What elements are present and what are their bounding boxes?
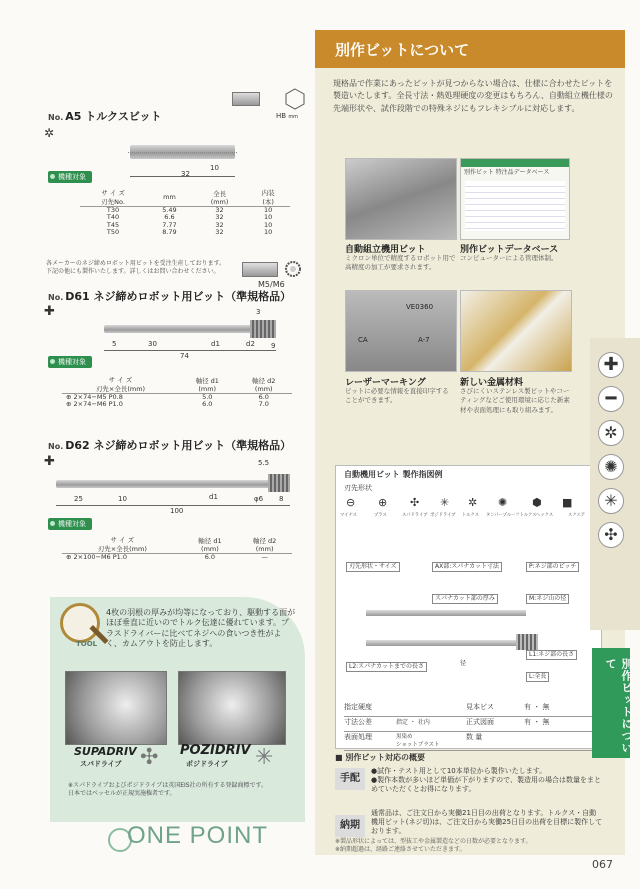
plus-icon: ✚ (598, 352, 624, 378)
tehai-label: 手配 (335, 768, 365, 790)
a5-cell: 10 (264, 206, 273, 214)
page-number: 067 (592, 858, 613, 871)
a5-cell: 6.6 (164, 213, 175, 222)
tehai-line: ●製作本数が多いほど単価が下がりますので、製造用の場合は数量をまとめていただくとお得になります。 (371, 776, 601, 794)
d62-no: No. (48, 442, 64, 451)
database-heading: 別作ビットデータベース (460, 245, 559, 255)
tool-label: TOOL (76, 640, 98, 648)
d61-bit-drawing (104, 325, 254, 333)
laser-mark-1: VE0360 (406, 303, 434, 311)
form-row (344, 732, 594, 751)
diagram-bit-lower (366, 640, 516, 646)
d61-dim-d2: d2 (246, 340, 255, 348)
form-label-qty: 数 量 (466, 733, 483, 741)
form-label-sample: 見本ビス (466, 703, 494, 711)
d62-dim-line (56, 505, 290, 506)
a5-cell: 32 (215, 228, 224, 237)
new-material-text: さびにくいステンレス製ビットやコーティングなどご使用環境に応じた新素材や表面処理にも取り組みます。 (460, 387, 570, 414)
a5-cell: T30 (106, 206, 120, 214)
d62-bit-drawing (56, 480, 271, 488)
d61-size-value: 2×74−M6 P1.0 (73, 400, 123, 409)
form-value-hardness (396, 702, 466, 716)
a5-hb-label (276, 112, 298, 121)
d61-cell: 6.0 (202, 400, 213, 409)
shape-name: タンパープルーフトルクス (486, 513, 537, 518)
d61-dim-3: 3 (256, 308, 261, 316)
a5-cell: T40 (106, 213, 120, 222)
d62-dim-10: 10 (118, 495, 127, 503)
a5-col-length: 全長 (mm) (193, 188, 247, 207)
a5-cell: 5.49 (162, 206, 177, 214)
supadriv-photo (65, 671, 167, 745)
laser-marking-photo (345, 290, 457, 372)
callout-thread-dia: M:ネジ山の径 (526, 594, 569, 604)
custom-bit-heading: 別作ビットについて (335, 41, 470, 59)
d62-col-d1: 軸径 d1 (mm) (183, 535, 238, 554)
a5-cell: 32 (215, 213, 224, 222)
d61-heading (48, 288, 291, 304)
square-icon: ■ (562, 496, 573, 509)
auto-assembly-bit-photo (345, 158, 457, 240)
d62-badge: 機種対象 (48, 518, 92, 530)
a5-cell: 8.79 (162, 228, 177, 237)
d61-cell: 6.0 (258, 393, 269, 401)
d62-dim-100: 100 (170, 507, 184, 515)
d61-cell: 7.0 (258, 400, 269, 409)
shape-name: スパドライブ (402, 513, 428, 518)
a5-cell: 32 (215, 220, 224, 229)
m5m6-bit-drawing (242, 262, 278, 277)
plus-icon: ⊕ (378, 496, 388, 509)
supadriv-icon: ✣ (598, 522, 624, 548)
d62-size-value: 2×100−M6 P1.0 (73, 553, 128, 561)
d61-cell: ⊕ 2×74−M6 P1.0 (66, 400, 123, 409)
d62-code: D62 (65, 439, 90, 452)
summary-footnotes: ※製品形状によっては、型抜工や金属製造などの日数が必要となります。 ※納期超過は、経路ご連絡させていただきます。 (335, 838, 532, 853)
d61-spec-table (62, 375, 292, 409)
laser-mark-3: A-7 (418, 336, 430, 344)
d61-col-d1: 軸径 d1 (mm) (179, 375, 235, 394)
pozidriv-jp: ポジドライブ (186, 760, 228, 768)
supadriv-recess-icon: ✣ (140, 745, 159, 770)
d62-heading (48, 437, 291, 453)
form-value-drawing: 有 ・ 無 (524, 718, 550, 726)
m5m6-label: M5/M6 (258, 280, 285, 289)
d61-badge: 機種対象 (48, 356, 92, 368)
laser-mark-2: CA (358, 336, 368, 344)
d62-cell: ⊕ 2×100−M6 P1.0 (66, 553, 128, 561)
table-row (62, 401, 292, 408)
auto-assembly-bit-heading: 自動組立機用ビット (345, 245, 426, 255)
d61-dim-74: 74 (180, 352, 189, 360)
pozidriv-icon: ✳ (598, 488, 624, 514)
d61-thread-drawing (250, 320, 276, 338)
tamperproof-torx-icon: ✺ (498, 496, 508, 509)
pozidriv-photo (178, 671, 286, 745)
d61-size-value: 2×74−M5 P0.8 (73, 393, 123, 401)
d61-dim-9: 9 (271, 342, 276, 350)
callout-diameter: 径 (460, 660, 467, 667)
blade-shape-label: 刃先形状 (344, 484, 372, 492)
d61-dim-5: 5 (112, 340, 117, 348)
d61-dim-line (104, 350, 276, 351)
callout-spanner: AX部:スパナカット寸法 (432, 562, 502, 572)
d62-dim-25: 25 (74, 495, 83, 503)
a5-col-mm: mm (146, 188, 193, 207)
form-row (344, 717, 594, 732)
d62-dim-8: 8 (279, 495, 284, 503)
a5-cell: 10 (264, 220, 273, 229)
callout-l2: L2:スパナカットまでの長さ (346, 662, 427, 672)
form-label-hardness: 指定硬度 (344, 703, 372, 711)
d61-col-d2: 軸径 d2 (mm) (235, 375, 292, 394)
laser-marking-heading: レーザーマーキング (345, 378, 426, 388)
d62-col-size: サ イ ズ 刃先×全長(mm) (62, 535, 183, 554)
form-value-surface: 黒染め ショットブラスト (396, 734, 440, 748)
tehai-text (371, 767, 603, 794)
a5-cell: T45 (106, 220, 120, 229)
a5-hb: HB (276, 112, 287, 120)
form-row (344, 702, 594, 717)
callout-blade: 刃先形状・サイズ (346, 562, 400, 572)
d61-dim-30: 30 (148, 340, 157, 348)
torx-icon: ✲ (468, 496, 478, 509)
blade-shape-names (338, 512, 600, 524)
a5-dim-32: 32 (181, 170, 190, 178)
callout-pitch: P:ネジ部のピッチ (526, 562, 579, 572)
nouki-text: 通常品は、ご注文日から実働21日目の出荷となります。トルクス・自動機用ビット(ネジ切)は、ご注文日から実働25日目の出荷を目標に製作しております。 (371, 809, 603, 836)
diagram-thread (516, 634, 538, 650)
shape-name: ポジドライブ (430, 513, 456, 518)
shape-name: プラス (374, 513, 387, 518)
shape-icon-column (590, 338, 640, 630)
side-tab (592, 648, 633, 758)
phillips-icon: ✚ (44, 454, 55, 469)
torx-icon: ✲ (44, 126, 55, 140)
onepoint-text: 4枚の羽根の厚みが均等になっており、駆動する面がほぼ垂直に近いのでトルク伝達に優れています。プラスドライバーに比べてネジへの食いつき性がよく、カムアウトを防止します。 (106, 608, 296, 649)
a5-cell: T50 (106, 228, 120, 237)
database-screenshot (460, 158, 570, 240)
minus-icon: ⊖ (346, 496, 356, 509)
pozidriv-logo: POZIDRIV (180, 743, 251, 758)
table-row (80, 229, 290, 236)
a5-badge: 機種対象 (48, 171, 92, 183)
thread-section-icon (284, 260, 302, 278)
d61-name: ネジ締めロボット用ビット（準規格品） (93, 290, 292, 303)
diagram-title: 自動機用ビット 製作指図例 (344, 470, 443, 479)
a5-hb-unit: mm (288, 114, 299, 120)
database-rows (465, 181, 565, 231)
database-title: 別作ビット 特注品データベース (464, 169, 550, 176)
side-tab-label: 別作ビットについて (604, 658, 633, 754)
d62-dim-d1: d1 (209, 493, 218, 501)
hex-icon: ⬢ (532, 496, 542, 509)
d62-dim-phi6: φ6 (254, 495, 264, 503)
d62-cell: — (261, 553, 268, 561)
callout-thickness: スパナカット部の厚み (432, 594, 498, 604)
a5-cell: 7.77 (162, 220, 177, 229)
pozidriv-recess-icon: ✳ (255, 745, 274, 770)
onepoint-title: ONE POINT (127, 822, 269, 849)
database-text: コンピューターによる管理体制。 (460, 254, 558, 262)
a5-heading (48, 108, 161, 124)
new-material-photo (460, 290, 572, 372)
summary-title: ■ 別作ビット対応の概要 (335, 753, 426, 762)
custom-bit-header (315, 30, 625, 68)
a5-no: No. (48, 113, 64, 122)
form-value-qty (524, 732, 594, 750)
magnifier-icon (60, 603, 100, 643)
table-row (62, 554, 292, 562)
d61-cell: 5.0 (202, 393, 213, 401)
laser-marking-text: ビットに必要な情報を直接印字することができます。 (345, 387, 449, 405)
d61-col-size: サ イ ズ 刃先×全長(mm) (62, 375, 179, 394)
a5-cell: 10 (264, 213, 273, 222)
callout-l1: L1:ネジ部の長さ (526, 650, 577, 660)
a5-name: トルクスビット (85, 110, 162, 123)
tehai-line: ●試作・テスト用として10本単位から製作いたします。 (371, 767, 547, 775)
nouki-label: 納期 (335, 815, 365, 837)
order-form (344, 702, 594, 751)
a5-col-pack: 内装 (本) (246, 188, 290, 207)
a5-dim-10: 10 (210, 164, 219, 172)
supadriv-icon: ✣ (410, 496, 420, 509)
a5-bit-centerline (128, 152, 237, 153)
database-titlebar (461, 159, 569, 167)
d61-dim-d1: d1 (211, 340, 220, 348)
trademark-note: ※スパドライブおよびポジドライブは英国EIS社の所有する登録商標です。 日本ではベッセルが正規実施権者です。 (68, 782, 268, 797)
d62-name: ネジ締めロボット用ビット（準規格品） (93, 439, 292, 452)
a5-col-size: サ イ ズ 刃先No. (80, 188, 146, 207)
d62-cell: 6.0 (204, 553, 216, 561)
custom-bit-intro: 規格品で作業にあったビットが見つからない場合は、仕様に合わせたビットを製造いたします。全長寸法・熱処理硬度の変更はもちろん、自動組立機仕様の先端形状や、試作段階での特殊ネジにもフレキシブルに対応します。 (333, 79, 613, 113)
pozidriv-icon: ✳ (440, 496, 450, 509)
callout-l: L:全長 (526, 672, 549, 682)
form-value-sample: 有 ・ 無 (524, 703, 550, 711)
order-diagram (335, 465, 602, 749)
form-label-drawing: 正式図面 (466, 718, 494, 726)
supadriv-logo: SUPADRIV (74, 745, 137, 758)
torx-icon: ✲ (598, 420, 624, 446)
minus-icon: ━ (598, 386, 624, 412)
shape-name: トルクス (462, 513, 480, 518)
a5-hex-shank-drawing (232, 92, 260, 106)
form-label-surface: 表面処理 (344, 733, 372, 741)
d62-col-d2: 軸径 d2 (mm) (237, 535, 292, 554)
d61-no: No. (48, 293, 64, 302)
a5-code: A5 (65, 110, 82, 123)
d61-cell: ⊕ 2×74−M5 P0.8 (66, 393, 123, 401)
shape-name: マイナス (340, 513, 357, 518)
supadriv-jp: スパドライブ (80, 760, 122, 768)
shape-name: スクエア (568, 513, 586, 518)
shape-name: ヘックス (536, 513, 554, 518)
d61-code: D61 (65, 290, 90, 303)
a5-cell: 10 (264, 228, 273, 237)
custom-bit-panel (315, 30, 625, 855)
summary-title-text: 別作ビット対応の概要 (345, 753, 426, 762)
a5-cell: 32 (215, 206, 224, 214)
hex-section-icon (284, 88, 306, 110)
d62-thread-drawing (268, 474, 290, 492)
new-material-heading: 新しい金属材料 (460, 378, 524, 388)
phillips-icon: ✚ (44, 304, 55, 319)
d62-dim-55: 5.5 (258, 459, 270, 467)
form-value-tolerance: 指定 ・ 社内 (396, 719, 430, 726)
diagram-bit-upper (366, 610, 526, 616)
auto-assembly-bit-text: ミクロン単位で精度するロボット用で高精度の加工が要求されます。 (345, 254, 456, 272)
robot-bit-note: 各メーカーのネジ締めロボット用ビットを受注生産しております。 下記の他にも製作いたします。詳しくはお問い合わせください。 (46, 260, 226, 275)
form-label-tolerance: 寸法公差 (344, 718, 372, 726)
d62-spec-table (62, 535, 292, 561)
tamperproof-torx-icon: ✺ (598, 454, 624, 480)
a5-spec-table (80, 188, 290, 237)
